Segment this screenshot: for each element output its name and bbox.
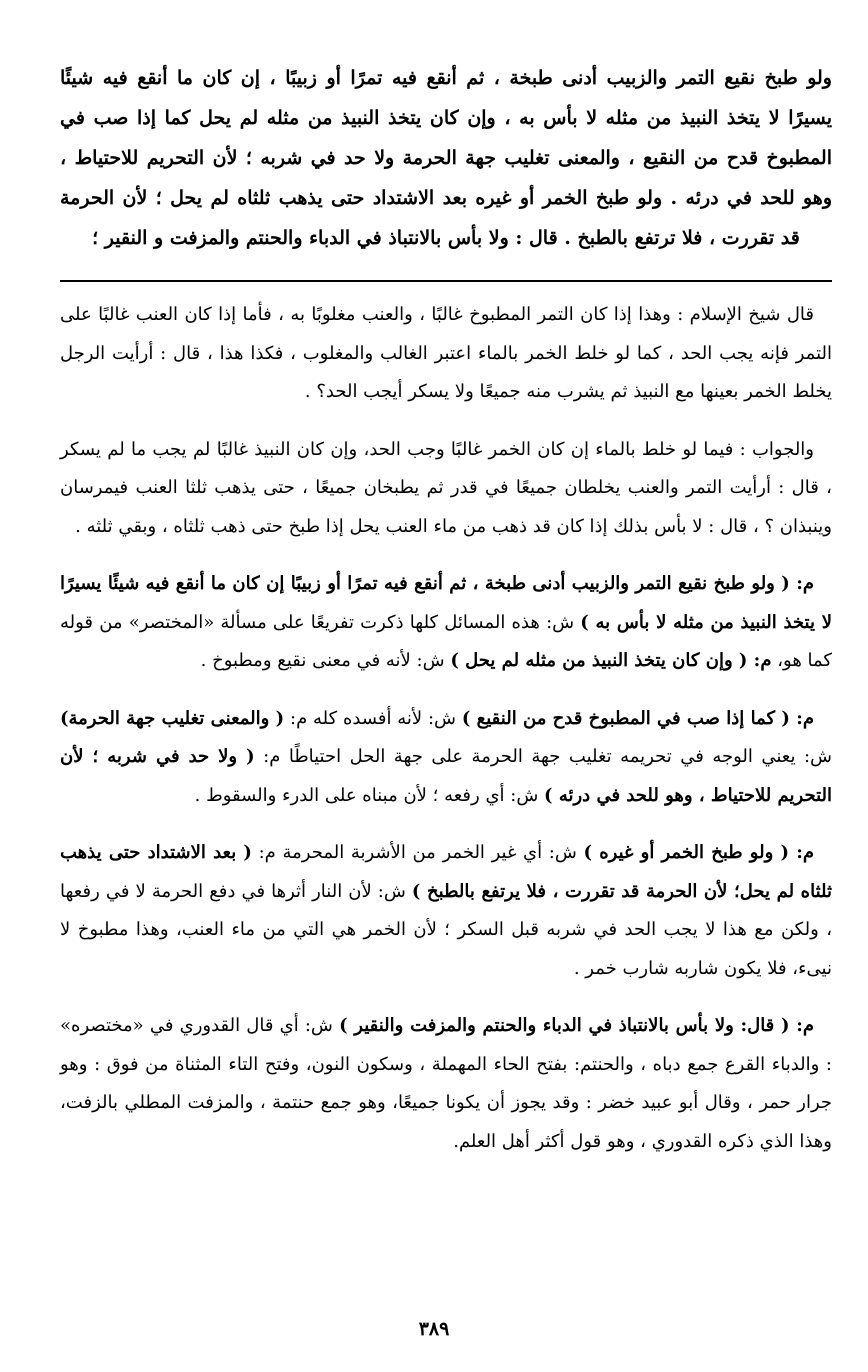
matn-quote: م: ( وإن كان يتخذ النبيذ من مثله لم يحل ) bbox=[450, 650, 772, 671]
commentary-paragraph-6 bbox=[60, 1007, 832, 1161]
matn-text bbox=[60, 58, 832, 258]
commentary-paragraph-4 bbox=[60, 700, 832, 816]
book-page bbox=[60, 58, 832, 1180]
matn-line-1: ولو طبخ نقيع التمر والزبيب أدنى طبخة ، ثم أنقع فيه تمرًا أو زبيبًا ، إن كان ما أنقع فيه شيئًا bbox=[60, 67, 832, 89]
page-number: ٣٨٩ bbox=[418, 1318, 450, 1340]
commentary-paragraph-5 bbox=[60, 834, 832, 988]
matn-quote: م: ( قال: ولا بأس بالانتباذ في الدباء والحنتم والمزفت والنقير ) bbox=[339, 1015, 815, 1036]
matn-line-4: وهو للحد في درئه . ولو طبخ الخمر أو غيره بعد الاشتداد حتى يذهب ثلثاه لم يحل ؛ لأن الحرمة bbox=[60, 187, 832, 209]
sharh-text: ش: هذه المسائل كلها ذكرت تفريعًا على مسألة «المختصر» من قوله كما هو، bbox=[60, 611, 832, 671]
matn-quote: ( ولا حد في شربه ؛ لأن التحريم للاحتياط ، وهو للحد في درئه ) bbox=[60, 746, 832, 806]
matn-line-3: المطبوخ قدح من النقيع ، والمعنى تغليب جهة الحرمة ولا حد في شربه ؛ لأن التحريم للاحتياط ، bbox=[60, 147, 832, 169]
section-divider bbox=[60, 280, 832, 282]
matn-line-5: قد تقررت ، فلا ترتفع بالطبخ . قال : ولا بأس بالانتباذ في الدباء والحنتم والمزفت و النقير ؛ bbox=[92, 227, 800, 249]
sharh-text: ش: لأن النار أثرها في دفع الحرمة لا في رفعها ، ولكن مع هذا لا يجب الحد في شربه قبل السكر ؛ لأن الخمر هي التي من ماء العنب، وهذا مطبوخ لا نيىء، فلا يكون شاربه شارب خمر . bbox=[60, 880, 833, 979]
matn-quote: م: ( ولو طبخ الخمر أو غيره ) bbox=[583, 842, 814, 863]
commentary-paragraph-3 bbox=[60, 565, 832, 681]
commentary-text bbox=[60, 296, 832, 1161]
sharh-text: ش: يعني الوجه في تحريمه تغليب جهة الحرمة على جهة الحل احتياطًا م: bbox=[254, 746, 832, 767]
commentary-paragraph-2: والجواب : فيما لو خلط بالماء إن كان الخمر غالبًا وجب الحد، وإن كان النبيذ غالبًا لم يجب ما لم يسكر ، قال : أرأيت التمر والعنب يخلطان جميعًا في قدر ثم يطبخان جميعًا ، حتى يذهب ثلثا العنب فيمرسان وينبذان ؟ ، قال : لا بأس بذلك إذا كان قد ذهب من ماء العنب يحل إذا طبخ حتى ذهب ثلثاه ، وبقي ثلثه . bbox=[60, 438, 832, 537]
sharh-text: ش: أي غير الخمر من الأشربة المحرمة م: bbox=[251, 842, 584, 863]
matn-quote: م: ( كما إذا صب في المطبوخ قدح من النقيع ) bbox=[461, 707, 815, 729]
matn-quote: ( والمعنى تغليب جهة الحرمة) bbox=[60, 707, 285, 729]
matn-quote: ( بعد الاشتداد حتى يذهب ثلثاه لم يحل؛ لأن الحرمة قد تقررت ، فلا يرتفع بالطبخ ) bbox=[60, 842, 832, 902]
matn-quote: م: ( ولو طبخ نقيع التمر والزبيب أدنى طبخة ، ثم أنقع فيه تمرًا أو زبيبًا إن كان ما أنقع فيه شيئًا يسيرًا لا يتخذ النبيذ من مثله لا بأس به ) bbox=[60, 573, 832, 633]
sharh-text: ش: أي قال القدوري في «مختصره» : والدباء القرع جمع دباه ، والحنتم: بفتح الحاء المهملة ، وسكون النون، وفتح التاء المثناة من فوق : وهو جرار حمر ، وقال أبو عبيد خضر : وقد يجوز أن يكونا جميعًا، وهو جمع حنتمة ، والمزفت المطلي بالزفت، وهذا الذي ذكره القدوري ، وهو قول أكثر أهل العلم. bbox=[60, 1015, 832, 1152]
matn-line-2: يسيرًا لا يتخذ النبيذ من مثله لا بأس به ، وإن كان يتخذ النبيذ من مثله لم يحل كما إذا صب في bbox=[60, 107, 832, 129]
commentary-paragraph-1: قال شيخ الإسلام : وهذا إذا كان التمر المطبوخ غالبًا ، والعنب مغلوبًا به ، فأما إذا كان العنب غالبًا على التمر فإنه يجب الحد ، كما لو خلط الخمر بالماء اعتبر الغالب والمغلوب ، فكذا هذا ، قال : أرأيت الرجل يخلط الخمر بعينها مع النبيذ ثم يشرب منه جميعًا ولا يسكر أيجب الحد؟ . bbox=[60, 304, 832, 402]
sharh-text: ش: لأنه في معنى نقيع ومطبوخ . bbox=[200, 650, 451, 671]
sharh-text: ش: أي رفعه ؛ لأن مبناه على الدرء والسقوط . bbox=[194, 784, 545, 806]
sharh-text: ش: لأنه أفسده كله م: bbox=[284, 707, 462, 729]
